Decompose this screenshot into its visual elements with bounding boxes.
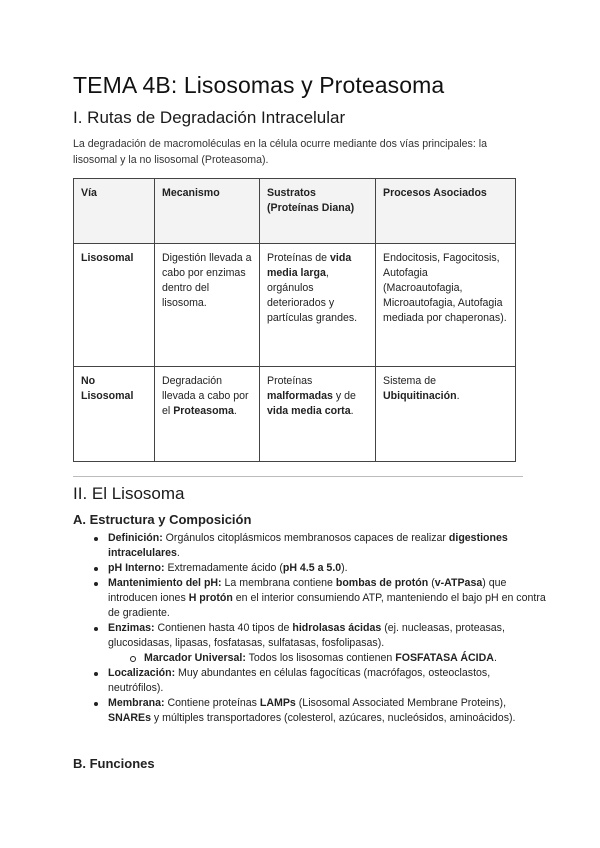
bold-text: Localización:: [108, 667, 176, 679]
table-header-cell: Procesos Asociados: [376, 179, 516, 244]
bold-text: digestiones intracelulares: [108, 532, 508, 559]
list-item: [108, 621, 548, 666]
bold-text: Proteasoma: [173, 405, 234, 417]
table-cell-mecanismo: Digestión llevada a cabo por enzimas dentro del lisosoma.: [155, 244, 260, 367]
bullet-list: [90, 531, 548, 726]
bold-text: pH Interno:: [108, 562, 165, 574]
bold-text: Membrana:: [108, 697, 165, 709]
intro-paragraph: La degradación de macromoléculas en la célula ocurre mediante dos vías principales: la lisosomal y la no lisosomal (Proteasoma).: [73, 138, 487, 166]
bold-text: Ubiquitinación: [383, 390, 457, 402]
list-item-text: Enzimas: Contienen hasta 40 tipos de hidrolasas ácidas (ej. nucleasas, proteasas, glucosidasas, lipasas, fosfatasas, sulfatasas, fosfolipasas).: [108, 622, 505, 649]
section-heading-rutas: I. Rutas de Degradación Intracelular: [73, 108, 346, 127]
bold-text: pH 4.5 a 5.0: [282, 562, 342, 574]
bold-text: LAMPs: [259, 697, 296, 709]
subsection-heading-estructura: A. Estructura y Composición: [73, 512, 252, 527]
bold-text: Enzimas:: [108, 622, 155, 634]
table-cell-via: Lisosomal: [74, 244, 155, 367]
bold-text: v-ATPasa: [434, 577, 483, 589]
bold-text: Mantenimiento del pH:: [108, 577, 222, 589]
list-item: Localización: Muy abundantes en células fagocíticas (macrófagos, osteoclastos, neutrófilos).: [108, 666, 548, 696]
table-header-cell: Vía: [74, 179, 155, 244]
bold-text: hidrolasas ácidas: [292, 622, 382, 634]
bold-text: vida media larga: [267, 252, 352, 279]
subsection-heading-funciones: B. Funciones: [73, 756, 155, 771]
list-item: pH Interno: Extremadamente ácido (pH 4.5 a 5.0).: [108, 561, 548, 576]
table-header-row: [74, 179, 516, 244]
nested-list: [108, 651, 548, 666]
bold-text: FOSFATASA ÁCIDA: [395, 652, 494, 664]
table-row: [74, 244, 516, 367]
table-cell-sustratos: Proteínas malformadas y de vida media corta.: [260, 367, 376, 462]
table-header-cell: Sustratos (Proteínas Diana): [260, 179, 376, 244]
section-heading-lisosoma: II. El Lisosoma: [73, 484, 185, 503]
bold-text: bombas de protón: [335, 577, 429, 589]
bold-text: SNAREs: [108, 712, 151, 724]
nested-list-item: Marcador Universal: Todos los lisosomas contienen FOSFATASA ÁCIDA.: [144, 651, 548, 666]
section-divider: [73, 476, 523, 477]
bold-text: vida media corta: [267, 405, 351, 417]
page-title: TEMA 4B: Lisosomas y Proteasoma: [73, 72, 445, 98]
table-header-cell: Mecanismo: [155, 179, 260, 244]
bold-text: Definición:: [108, 532, 163, 544]
table-cell-via: No Lisosomal: [74, 367, 155, 462]
list-item: Membrana: Contiene proteínas LAMPs (Lisosomal Associated Membrane Proteins), SNAREs y múltiples transportadores (colesterol, azúcares, nucleósidos, aminoácidos).: [108, 696, 548, 726]
table-cell-mecanismo: Degradación llevada a cabo por el Proteasoma.: [155, 367, 260, 462]
bold-text: Marcador Universal:: [144, 652, 246, 664]
table-cell-procesos: Sistema de Ubiquitinación.: [376, 367, 516, 462]
bold-text: H protón: [188, 592, 233, 604]
table-cell-procesos: Endocitosis, Fagocitosis, Autofagia (Macroautofagia, Microautofagia, Autofagia mediada por chaperonas).: [376, 244, 516, 367]
table-cell-sustratos: Proteínas de vida media larga, orgánulos deteriorados y partículas grandes.: [260, 244, 376, 367]
degradation-table: [73, 178, 516, 462]
list-item: Mantenimiento del pH: La membrana contiene bombas de protón (v-ATPasa) que introducen iones H protón en el interior consumiendo ATP, manteniendo el bajo pH en contra de gradiente.: [108, 576, 548, 621]
list-item: Definición: Orgánulos citoplásmicos membranosos capaces de realizar digestiones intracelulares.: [108, 531, 548, 561]
table-row: [74, 367, 516, 462]
bold-text: malformadas: [267, 390, 333, 402]
